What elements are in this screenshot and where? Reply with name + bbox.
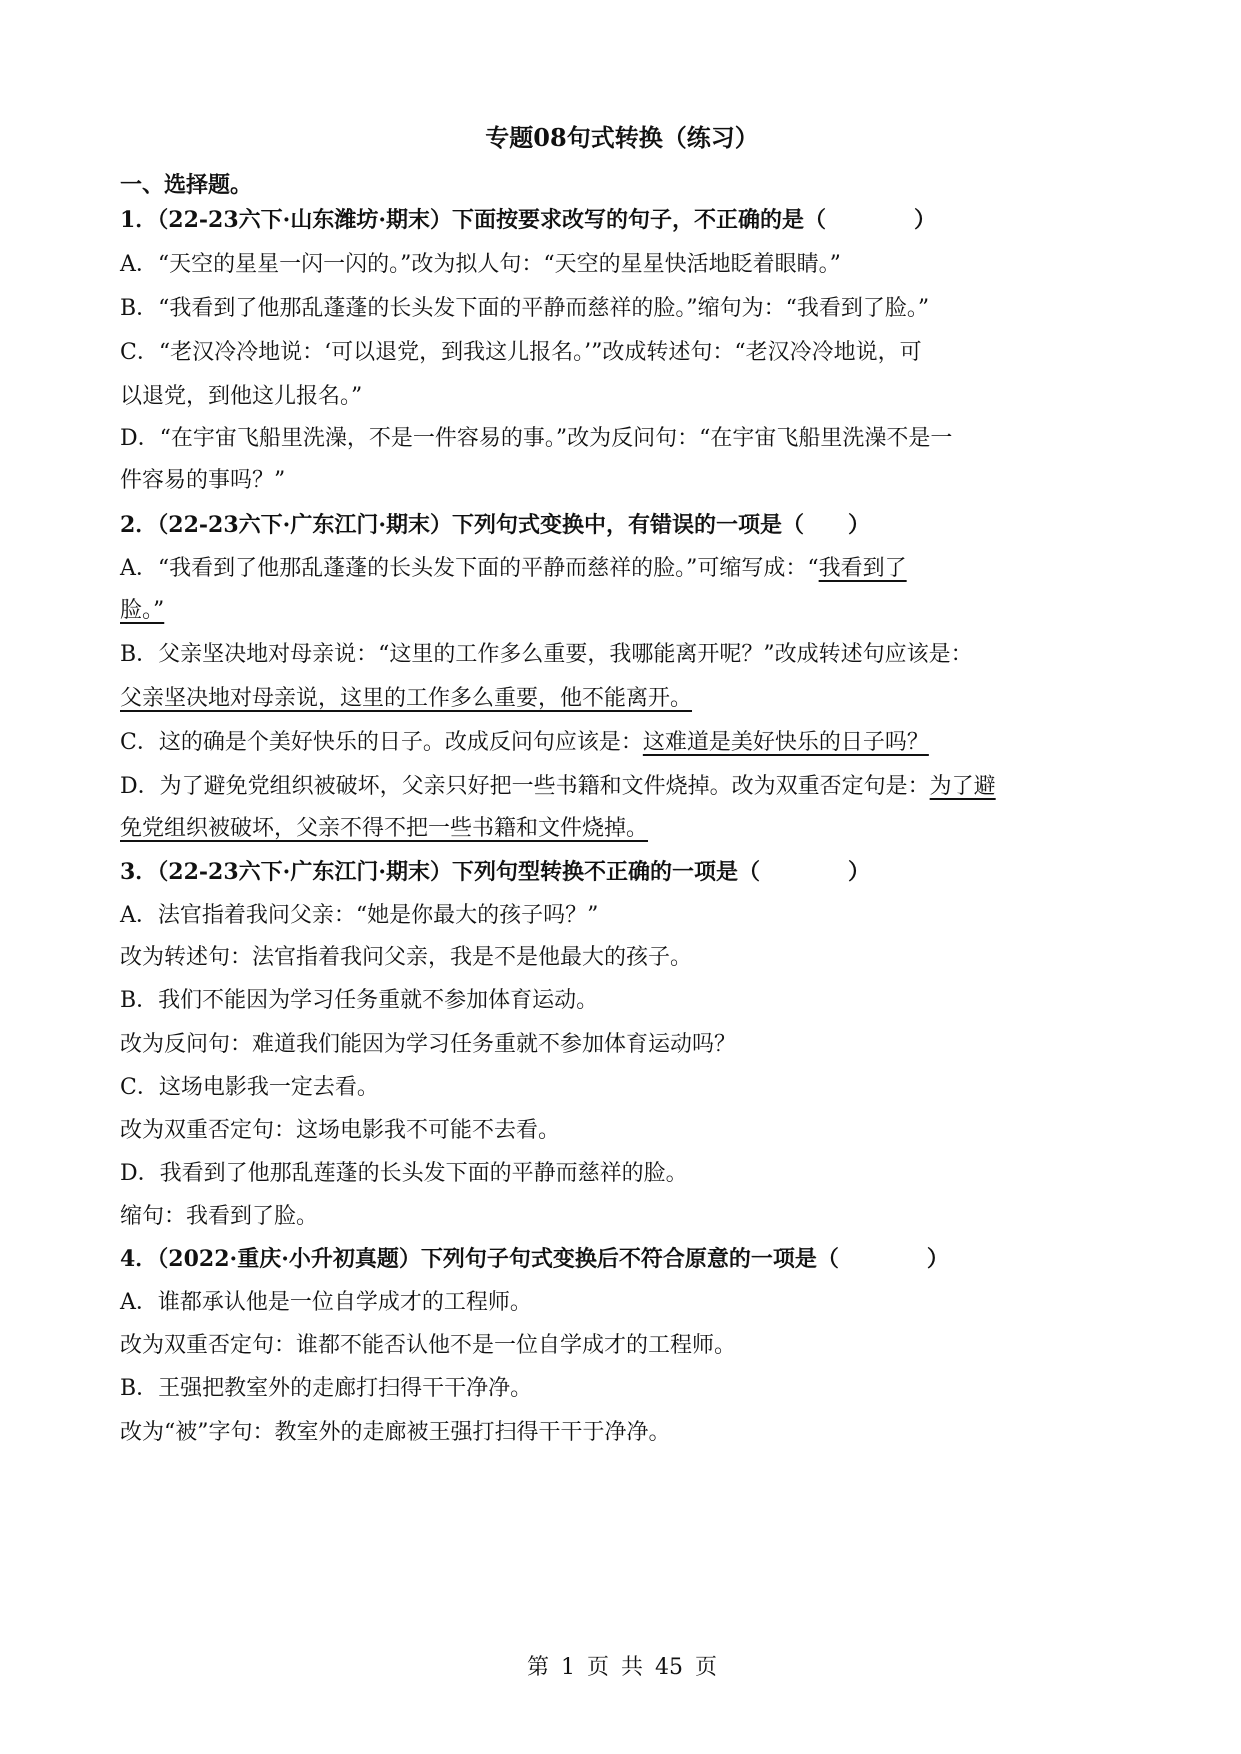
page-title: 专题08句式转换（练习）: [485, 123, 759, 152]
question-4-option-a-answer: 改为双重否定句：谁都不能否认他不是一位自学成才的工程师。: [120, 1333, 737, 1358]
question-3-option-a: A．法官指着我问父亲：“她是你最大的孩子吗？”: [120, 903, 599, 928]
footer-page-number: 1: [560, 1655, 575, 1680]
option-a-text: A．“我看到了他那乱蓬蓬的长头发下面的平静而慈祥的脸。”可缩写成：“: [120, 556, 819, 581]
question-1-stem: 1．（22-23六下·山东潍坊·期末）下面按要求改写的句子，不正确的是（ ）: [120, 207, 936, 233]
question-3-stem: 3．（22-23六下·广东江门·期末）下列句型转换不正确的一项是（ ）: [120, 859, 870, 885]
question-2-option-a-line1: [120, 554, 907, 584]
footer-word: 第: [526, 1655, 549, 1680]
footer-total-pages: 45: [655, 1655, 684, 1680]
question-2-option-d-line2: [120, 814, 648, 844]
question-4-option-b: B．王强把教室外的走廊打扫得干干净净。: [120, 1376, 533, 1401]
footer-word: 共: [621, 1655, 644, 1680]
question-3-option-c: C．这场电影我一定去看。: [120, 1075, 379, 1100]
option-b-underlined-answer: 父亲坚决地对母亲说，这里的工作多么重要，他不能离开。: [120, 686, 693, 711]
question-3-option-d-answer: 缩句：我看到了脸。: [120, 1204, 319, 1229]
option-d-underlined-answer-cont: 免党组织被破坏，父亲不得不把一些书籍和文件烧掉。: [120, 816, 649, 841]
page-footer: [120, 1650, 1124, 1681]
question-1-option-c-line2: 以退党，到他这儿报名。”: [120, 384, 363, 409]
option-d-text: D．为了避免党组织被破坏，父亲只好把一些书籍和文件烧掉。改为双重否定句是：: [120, 774, 930, 799]
question-1-option-d-line2: 件容易的事吗？”: [120, 468, 286, 493]
question-1-option-c-line1: C．“老汉冷冷地说：‘可以退党，到我这儿报名。’”改成转述句：“老汉冷冷地说，可: [120, 340, 922, 365]
option-d-underlined-answer: 为了避: [929, 774, 996, 799]
question-3-option-c-answer: 改为双重否定句：这场电影我不可能不去看。: [120, 1118, 561, 1143]
option-a-underlined-answer-cont: 脸。”: [120, 598, 165, 623]
question-2-option-b-line1: B．父亲坚决地对母亲说：“这里的工作多么重要，我哪能离开呢？”改成转述句应该是：: [120, 642, 973, 667]
option-c-underlined-answer: 这难道是美好快乐的日子吗？: [642, 730, 929, 755]
question-3-option-b: B．我们不能因为学习任务重就不参加体育运动。: [120, 988, 599, 1013]
question-2-option-d-line1: [120, 772, 996, 802]
question-4-option-b-answer: 改为“被”字句：教室外的走廊被王强打扫得干干于净净。: [120, 1420, 671, 1445]
section-heading: 一、选择题。: [120, 172, 253, 198]
question-3-option-d: D．我看到了他那乱莲蓬的长头发下面的平静而慈祥的脸。: [120, 1161, 688, 1186]
question-3-option-a-answer: 改为转述句：法官指着我问父亲，我是不是他最大的孩子。: [120, 945, 693, 970]
option-c-text: C．这的确是个美好快乐的日子。改成反问句应该是：: [120, 730, 643, 755]
footer-word: 页: [695, 1655, 718, 1680]
option-a-underlined-answer: 我看到了: [818, 556, 907, 581]
footer-word: 页: [586, 1655, 609, 1680]
question-4-option-a: A．谁都承认他是一位自学成才的工程师。: [120, 1290, 532, 1315]
question-1-option-a: A．“天空的星星一闪一闪的。”改为拟人句：“天空的星星快活地眨着眼睛。”: [120, 252, 841, 277]
question-3-option-b-answer: 改为反问句：难道我们能因为学习任务重就不参加体育运动吗？: [120, 1032, 737, 1057]
question-2-stem: 2．（22-23六下·广东江门·期末）下列句式变换中，有错误的一项是（ ）: [120, 512, 870, 538]
question-1-option-d-line1: D．“在宇宙飞船里洗澡，不是一件容易的事。”改为反问句：“在宇宙飞船里洗澡不是一: [120, 426, 953, 451]
question-2-option-b-line2: [120, 684, 692, 714]
question-1-option-b: B．“我看到了他那乱蓬蓬的长头发下面的平静而慈祥的脸。”缩句为：“我看到了脸。”: [120, 296, 930, 321]
question-2-option-c: [120, 728, 929, 758]
question-4-stem: 4．（2022·重庆·小升初真题）下列句子句式变换后不符合原意的一项是（ ）: [120, 1246, 949, 1272]
question-2-option-a-line2: [120, 596, 164, 626]
